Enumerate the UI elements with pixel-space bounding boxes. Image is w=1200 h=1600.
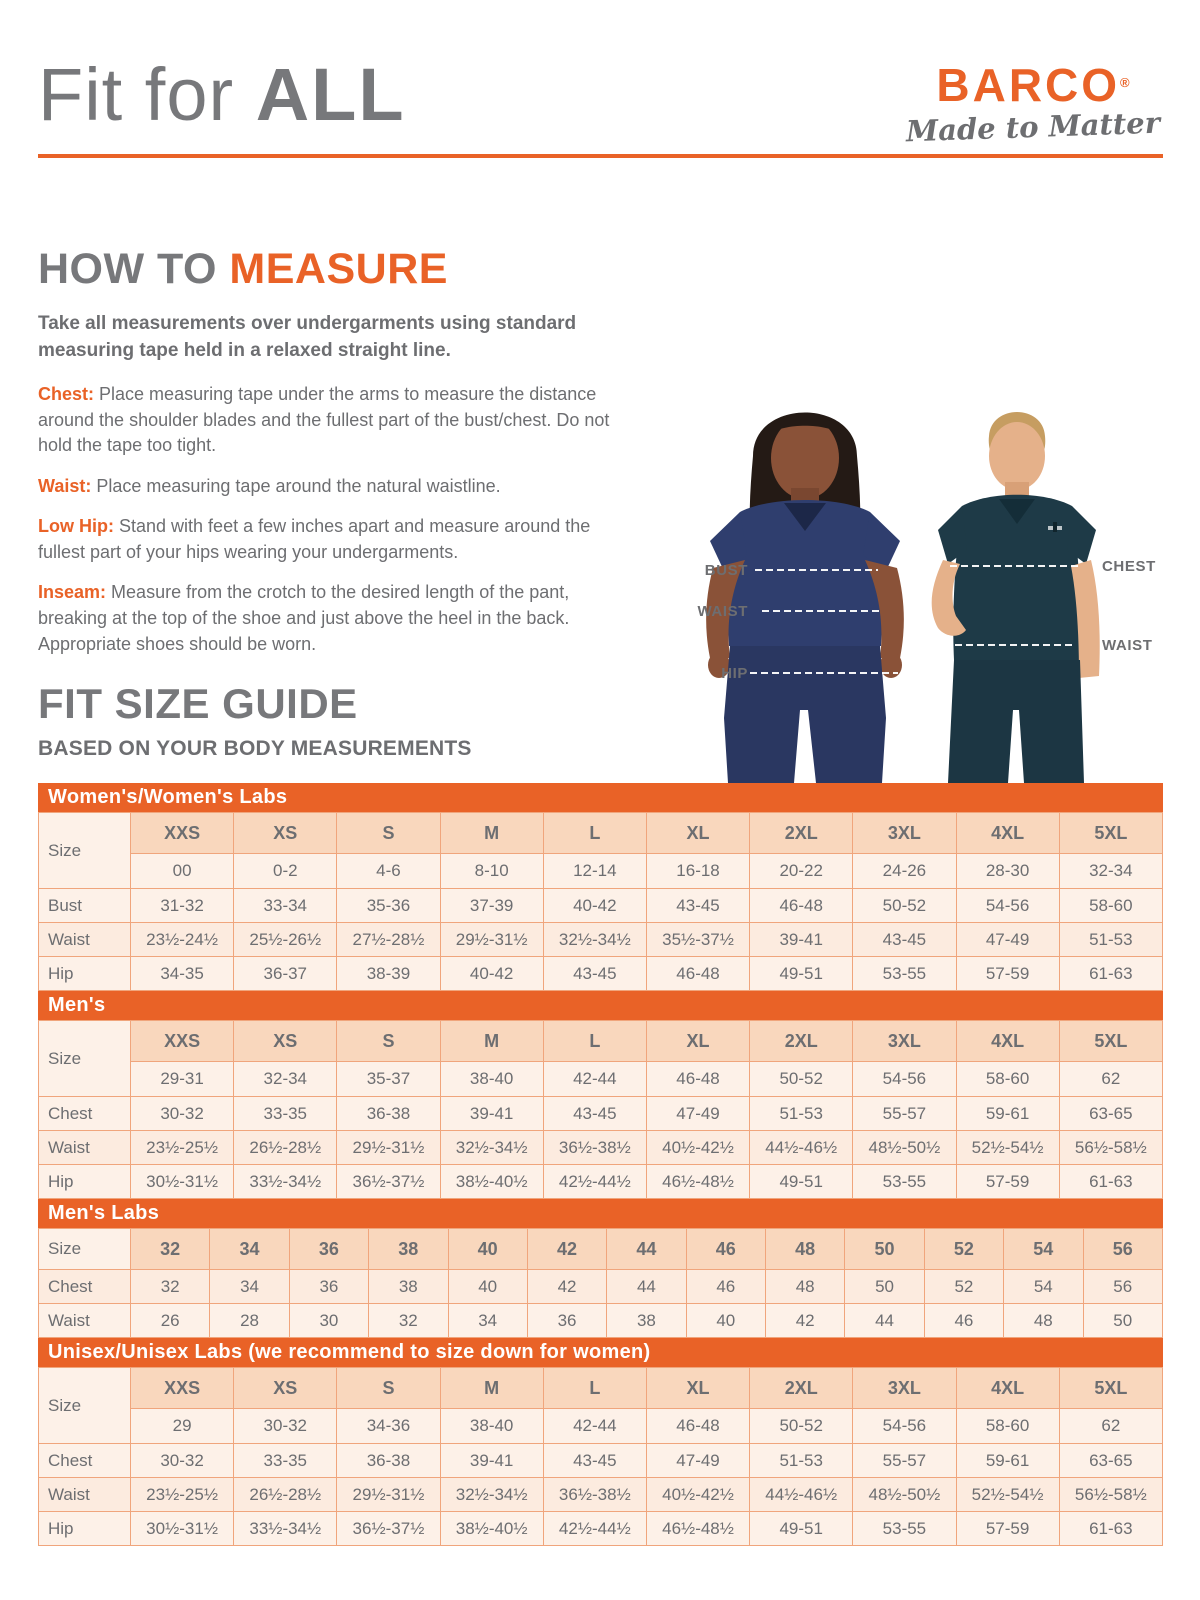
measurement-cell: 53-55 xyxy=(853,1512,956,1546)
how-to-title-orange: MEASURE xyxy=(229,245,448,293)
measurement-row-label: Hip xyxy=(39,1512,131,1546)
measurement-cell: 26 xyxy=(131,1304,210,1338)
size-column-header: 3XL xyxy=(853,813,956,854)
measurement-row-label: Hip xyxy=(39,957,131,991)
numeric-size-cell: 34-36 xyxy=(337,1409,440,1444)
numeric-size-cell: 4-6 xyxy=(337,854,440,889)
measurement-cell: 32½-34½ xyxy=(440,1478,543,1512)
measurement-cell: 38 xyxy=(369,1270,448,1304)
size-column-header: 42 xyxy=(527,1229,606,1270)
how-to-measure-title xyxy=(38,245,630,293)
measurement-cell: 33-34 xyxy=(234,889,337,923)
measurement-row-label: Chest xyxy=(39,1097,131,1131)
size-header-row xyxy=(39,1368,1163,1409)
measurement-cell: 38 xyxy=(607,1304,686,1338)
measurement-cell: 46½-48½ xyxy=(646,1512,749,1546)
page-title xyxy=(38,53,406,136)
numeric-size-cell: 54-56 xyxy=(853,1409,956,1444)
measurement-row-waist xyxy=(39,1478,1163,1512)
measurement-cell: 56½-58½ xyxy=(1059,1478,1162,1512)
size-corner-label: Size xyxy=(39,1368,131,1444)
measurement-cell: 53-55 xyxy=(853,957,956,991)
measurement-cell: 57-59 xyxy=(956,957,1059,991)
measurement-cell: 36½-37½ xyxy=(337,1512,440,1546)
man-figure xyxy=(932,412,1100,783)
numeric-size-cell: 28-30 xyxy=(956,854,1059,889)
size-column-header: 38 xyxy=(369,1229,448,1270)
size-table-2 xyxy=(38,1228,1163,1338)
measurement-cell: 34 xyxy=(210,1270,289,1304)
measurement-cell: 36½-37½ xyxy=(337,1165,440,1199)
size-column-header: 52 xyxy=(924,1229,1003,1270)
numeric-size-cell: 42-44 xyxy=(543,1409,646,1444)
measurement-cell: 44½-46½ xyxy=(750,1131,853,1165)
size-column-header: XL xyxy=(646,1021,749,1062)
measurement-cell: 46 xyxy=(924,1304,1003,1338)
measurement-cell: 33-35 xyxy=(234,1097,337,1131)
brand-text: BARCO xyxy=(936,59,1121,111)
measurement-cell: 23½-25½ xyxy=(131,1478,234,1512)
numeric-size-cell: 20-22 xyxy=(750,854,853,889)
size-table-1 xyxy=(38,1020,1163,1199)
measurement-cell: 55-57 xyxy=(853,1097,956,1131)
page-title-light: Fit for xyxy=(38,53,235,136)
size-header-row xyxy=(39,1229,1163,1270)
measurement-cell: 42 xyxy=(766,1304,845,1338)
numeric-size-cell: 58-60 xyxy=(956,1409,1059,1444)
measurement-cell: 53-55 xyxy=(853,1165,956,1199)
fit-size-guide-subtitle: BASED ON YOUR BODY MEASUREMENTS xyxy=(38,737,472,760)
measurement-cell: 31-32 xyxy=(131,889,234,923)
measurement-row-hip xyxy=(39,957,1163,991)
numeric-size-cell: 42-44 xyxy=(543,1062,646,1097)
measurement-row-label: Waist xyxy=(39,1478,131,1512)
measurement-cell: 57-59 xyxy=(956,1512,1059,1546)
fit-size-guide-section xyxy=(38,680,738,761)
numeric-size-cell: 32-34 xyxy=(234,1062,337,1097)
measurement-row-label: Chest xyxy=(39,1444,131,1478)
measurement-row-chest xyxy=(39,1097,1163,1131)
numeric-size-cell: 58-60 xyxy=(956,1062,1059,1097)
page-title-bold: ALL xyxy=(255,53,406,136)
numeric-size-cell: 00 xyxy=(131,854,234,889)
size-guide-tables xyxy=(38,783,1163,1546)
measure-item-chest-label: Chest: xyxy=(38,384,95,405)
size-column-header: XXS xyxy=(131,1021,234,1062)
measurement-row-chest xyxy=(39,1270,1163,1304)
size-column-header: L xyxy=(543,1021,646,1062)
measurement-cell: 43-45 xyxy=(646,889,749,923)
measurement-cell: 23½-24½ xyxy=(131,923,234,957)
measurement-cell: 46-48 xyxy=(646,957,749,991)
measurement-cell: 26½-28½ xyxy=(234,1131,337,1165)
size-column-header: 5XL xyxy=(1059,813,1162,854)
measurement-cell: 51-53 xyxy=(750,1444,853,1478)
measurement-row-waist xyxy=(39,923,1163,957)
size-column-header: S xyxy=(337,1368,440,1409)
size-column-header: 50 xyxy=(845,1229,924,1270)
measurement-row-label: Waist xyxy=(39,1304,131,1338)
measurement-row-waist xyxy=(39,1131,1163,1165)
numeric-size-cell: 38-40 xyxy=(440,1062,543,1097)
numeric-size-cell: 32-34 xyxy=(1059,854,1162,889)
measurement-cell: 48½-50½ xyxy=(853,1478,956,1512)
measurement-cell: 50-52 xyxy=(853,889,956,923)
size-header-row xyxy=(39,813,1163,854)
numeric-size-cell: 38-40 xyxy=(440,1409,543,1444)
numeric-size-cell: 16-18 xyxy=(646,854,749,889)
size-corner-label: Size xyxy=(39,1229,131,1270)
measurement-cell: 43-45 xyxy=(543,1444,646,1478)
measurement-cell: 47-49 xyxy=(956,923,1059,957)
numeric-size-cell: 54-56 xyxy=(853,1062,956,1097)
numeric-size-cell: 12-14 xyxy=(543,854,646,889)
bust-label: BUST xyxy=(704,562,748,579)
header-divider xyxy=(38,154,1163,158)
measurement-cell: 54 xyxy=(1004,1270,1083,1304)
measurement-cell: 29½-31½ xyxy=(440,923,543,957)
measurement-cell: 36½-38½ xyxy=(543,1478,646,1512)
measure-item-lowhip-text: Stand with feet a few inches apart and measure around the fullest part of your hips wearing your undergarments. xyxy=(38,516,591,562)
numeric-size-cell: 35-37 xyxy=(337,1062,440,1097)
measurement-cell: 38½-40½ xyxy=(440,1165,543,1199)
size-column-header: 2XL xyxy=(750,1368,853,1409)
size-column-header: XS xyxy=(234,1368,337,1409)
brand-tagline: Made to Matter xyxy=(905,105,1161,149)
size-header-row xyxy=(39,1021,1163,1062)
measurement-cell: 57-59 xyxy=(956,1165,1059,1199)
measure-item-inseam xyxy=(38,580,630,657)
measure-item-waist-label: Waist: xyxy=(38,475,92,496)
measurement-cell: 34-35 xyxy=(131,957,234,991)
measurement-cell: 35½-37½ xyxy=(646,923,749,957)
measurement-cell: 50 xyxy=(1083,1304,1163,1338)
measurement-cell: 39-41 xyxy=(440,1444,543,1478)
measurement-cell: 40½-42½ xyxy=(646,1131,749,1165)
measurement-cell: 49-51 xyxy=(750,1512,853,1546)
table-section-title-1: Men's xyxy=(38,991,1163,1020)
measurement-cell: 42 xyxy=(527,1270,606,1304)
measurement-row-waist xyxy=(39,1304,1163,1338)
measurement-cell: 39-41 xyxy=(440,1097,543,1131)
measurement-row-chest xyxy=(39,1444,1163,1478)
measurement-cell: 58-60 xyxy=(1059,889,1162,923)
measurement-row-hip xyxy=(39,1165,1163,1199)
measurement-cell: 42½-44½ xyxy=(543,1512,646,1546)
size-column-header: L xyxy=(543,1368,646,1409)
size-column-header: 4XL xyxy=(956,1021,1059,1062)
size-column-header: 56 xyxy=(1083,1229,1163,1270)
table-section-title-2: Men's Labs xyxy=(38,1199,1163,1228)
measurement-cell: 56 xyxy=(1083,1270,1163,1304)
measurement-cell: 28 xyxy=(210,1304,289,1338)
size-column-header: 2XL xyxy=(750,813,853,854)
registered-mark: ® xyxy=(1120,75,1130,90)
measurement-cell: 27½-28½ xyxy=(337,923,440,957)
measurement-cell: 36-37 xyxy=(234,957,337,991)
measurement-cell: 30-32 xyxy=(131,1444,234,1478)
size-column-header: M xyxy=(440,813,543,854)
measurement-cell: 56½-58½ xyxy=(1059,1131,1162,1165)
size-column-header: 44 xyxy=(607,1229,686,1270)
measurement-cell: 46½-48½ xyxy=(646,1165,749,1199)
fit-size-guide-title: FIT SIZE GUIDE xyxy=(38,680,358,727)
numeric-size-row xyxy=(39,1409,1163,1444)
measurement-cell: 38½-40½ xyxy=(440,1512,543,1546)
measurement-cell: 33-35 xyxy=(234,1444,337,1478)
size-column-header: L xyxy=(543,813,646,854)
measurement-cell: 54-56 xyxy=(956,889,1059,923)
numeric-size-cell: 46-48 xyxy=(646,1409,749,1444)
size-column-header: S xyxy=(337,1021,440,1062)
measurement-cell: 52½-54½ xyxy=(956,1131,1059,1165)
size-column-header: XXS xyxy=(131,813,234,854)
size-column-header: XL xyxy=(646,1368,749,1409)
measurement-cell: 51-53 xyxy=(750,1097,853,1131)
numeric-size-row xyxy=(39,854,1163,889)
numeric-size-cell: 24-26 xyxy=(853,854,956,889)
measurement-cell: 59-61 xyxy=(956,1444,1059,1478)
waist-left-label: WAIST xyxy=(697,603,748,620)
measurement-cell: 43-45 xyxy=(543,1097,646,1131)
measurement-cell: 30½-31½ xyxy=(131,1165,234,1199)
size-column-header: 2XL xyxy=(750,1021,853,1062)
measurement-cell: 49-51 xyxy=(750,957,853,991)
measure-item-lowhip xyxy=(38,514,630,565)
numeric-size-cell: 8-10 xyxy=(440,854,543,889)
measurement-row-bust xyxy=(39,889,1163,923)
measurement-cell: 44 xyxy=(845,1304,924,1338)
measure-item-waist xyxy=(38,474,630,500)
table-section-title-3: Unisex/Unisex Labs (we recommend to size down for women) xyxy=(38,1338,1163,1367)
measurement-cell: 32½-34½ xyxy=(543,923,646,957)
size-column-header: S xyxy=(337,813,440,854)
measurement-cell: 49-51 xyxy=(750,1165,853,1199)
measurement-cell: 40-42 xyxy=(543,889,646,923)
size-column-header: 4XL xyxy=(956,813,1059,854)
size-column-header: 34 xyxy=(210,1229,289,1270)
size-column-header: 32 xyxy=(131,1229,210,1270)
measure-intro: Take all measurements over undergarments using standard measuring tape held in a relaxed straight line. xyxy=(38,313,577,361)
measurement-cell: 44½-46½ xyxy=(750,1478,853,1512)
measurement-cell: 39-41 xyxy=(750,923,853,957)
size-column-header: 5XL xyxy=(1059,1368,1162,1409)
measurement-cell: 43-45 xyxy=(543,957,646,991)
measurement-cell: 23½-25½ xyxy=(131,1131,234,1165)
measurement-cell: 63-65 xyxy=(1059,1097,1162,1131)
hip-label: HIP xyxy=(721,665,748,682)
numeric-size-cell: 50-52 xyxy=(750,1062,853,1097)
measurement-cell: 51-53 xyxy=(1059,923,1162,957)
measurement-cell: 61-63 xyxy=(1059,1165,1162,1199)
measurement-cell: 48 xyxy=(1004,1304,1083,1338)
size-table-0 xyxy=(38,812,1163,991)
size-column-header: 4XL xyxy=(956,1368,1059,1409)
numeric-size-cell: 62 xyxy=(1059,1062,1162,1097)
size-column-header: 46 xyxy=(686,1229,765,1270)
size-column-header: 3XL xyxy=(853,1368,956,1409)
measurement-row-label: Waist xyxy=(39,1131,131,1165)
measurement-cell: 42½-44½ xyxy=(543,1165,646,1199)
measurement-cell: 47-49 xyxy=(646,1097,749,1131)
measure-item-chest-text: Place measuring tape under the arms to measure the distance around the shoulder blades and the fullest part of the bust/chest. Do not hold the tape too tight. xyxy=(38,384,610,456)
numeric-size-row xyxy=(39,1062,1163,1097)
measurement-cell: 47-49 xyxy=(646,1444,749,1478)
measurement-cell: 32½-34½ xyxy=(440,1131,543,1165)
numeric-size-cell: 29 xyxy=(131,1409,234,1444)
measurement-cell: 30-32 xyxy=(131,1097,234,1131)
size-column-header: 48 xyxy=(766,1229,845,1270)
numeric-size-cell: 30-32 xyxy=(234,1409,337,1444)
measurement-cell: 34 xyxy=(448,1304,527,1338)
how-to-measure-section xyxy=(38,245,630,672)
size-column-header: XXS xyxy=(131,1368,234,1409)
measurement-cell: 48 xyxy=(766,1270,845,1304)
measurement-row-label: Waist xyxy=(39,923,131,957)
brand-name xyxy=(906,59,1160,111)
size-corner-label: Size xyxy=(39,1021,131,1097)
measurement-cell: 63-65 xyxy=(1059,1444,1162,1478)
size-table-3 xyxy=(38,1367,1163,1546)
numeric-size-cell: 29-31 xyxy=(131,1062,234,1097)
measurement-cell: 44 xyxy=(607,1270,686,1304)
measurement-row-label: Hip xyxy=(39,1165,131,1199)
measure-item-chest xyxy=(38,382,630,459)
measurement-cell: 59-61 xyxy=(956,1097,1059,1131)
size-column-header: M xyxy=(440,1368,543,1409)
measurement-cell: 40 xyxy=(686,1304,765,1338)
numeric-size-cell: 50-52 xyxy=(750,1409,853,1444)
measurement-cell: 40-42 xyxy=(440,957,543,991)
measurement-cell: 33½-34½ xyxy=(234,1165,337,1199)
measurement-cell: 61-63 xyxy=(1059,957,1162,991)
chest-label: CHEST xyxy=(1102,558,1156,575)
measurement-cell: 38-39 xyxy=(337,957,440,991)
size-column-header: 40 xyxy=(448,1229,527,1270)
measurement-cell: 50 xyxy=(845,1270,924,1304)
measurement-cell: 30 xyxy=(289,1304,368,1338)
size-column-header: M xyxy=(440,1021,543,1062)
measurement-cell: 36 xyxy=(289,1270,368,1304)
measurement-cell: 43-45 xyxy=(853,923,956,957)
measurement-row-label: Chest xyxy=(39,1270,131,1304)
measurement-cell: 46-48 xyxy=(750,889,853,923)
size-column-header: 54 xyxy=(1004,1229,1083,1270)
measurement-row-hip xyxy=(39,1512,1163,1546)
measurement-cell: 61-63 xyxy=(1059,1512,1162,1546)
measurement-cell: 35-36 xyxy=(337,889,440,923)
measurement-cell: 40½-42½ xyxy=(646,1478,749,1512)
measurement-cell: 55-57 xyxy=(853,1444,956,1478)
barco-logo xyxy=(905,59,1161,149)
size-column-header: 5XL xyxy=(1059,1021,1162,1062)
measurement-cell: 36 xyxy=(527,1304,606,1338)
measurement-cell: 46 xyxy=(686,1270,765,1304)
measurement-row-label: Bust xyxy=(39,889,131,923)
measurement-cell: 25½-26½ xyxy=(234,923,337,957)
measurement-cell: 37-39 xyxy=(440,889,543,923)
measurement-cell: 36-38 xyxy=(337,1444,440,1478)
measurement-cell: 29½-31½ xyxy=(337,1478,440,1512)
size-corner-label: Size xyxy=(39,813,131,889)
numeric-size-cell: 62 xyxy=(1059,1409,1162,1444)
measure-item-waist-text: Place measuring tape around the natural waistline. xyxy=(96,475,501,496)
measurement-cell: 48½-50½ xyxy=(853,1131,956,1165)
size-column-header: XS xyxy=(234,813,337,854)
size-column-header: XL xyxy=(646,813,749,854)
numeric-size-cell: 46-48 xyxy=(646,1062,749,1097)
size-column-header: 3XL xyxy=(853,1021,956,1062)
size-column-header: 36 xyxy=(289,1229,368,1270)
how-to-title-gray: HOW TO xyxy=(38,245,217,293)
numeric-size-cell: 0-2 xyxy=(234,854,337,889)
measure-item-inseam-text: Measure from the crotch to the desired length of the pant, breaking at the top of the shoe and just above the heel in the back. Appropriate shoes should be worn. xyxy=(38,582,570,654)
measurement-cell: 26½-28½ xyxy=(234,1478,337,1512)
measurement-cell: 29½-31½ xyxy=(337,1131,440,1165)
measurement-cell: 40 xyxy=(448,1270,527,1304)
measurement-cell: 33½-34½ xyxy=(234,1512,337,1546)
measure-item-inseam-label: Inseam: xyxy=(38,582,107,603)
measurement-cell: 52½-54½ xyxy=(956,1478,1059,1512)
measurement-cell: 32 xyxy=(369,1304,448,1338)
table-section-title-0: Women's/Women's Labs xyxy=(38,783,1163,812)
measurement-cell: 36½-38½ xyxy=(543,1131,646,1165)
waist-right-label: WAIST xyxy=(1102,637,1153,654)
measurement-cell: 36-38 xyxy=(337,1097,440,1131)
size-column-header: XS xyxy=(234,1021,337,1062)
measurement-cell: 30½-31½ xyxy=(131,1512,234,1546)
measure-item-lowhip-label: Low Hip: xyxy=(38,516,114,537)
measurement-cell: 52 xyxy=(924,1270,1003,1304)
measurement-cell: 32 xyxy=(131,1270,210,1304)
